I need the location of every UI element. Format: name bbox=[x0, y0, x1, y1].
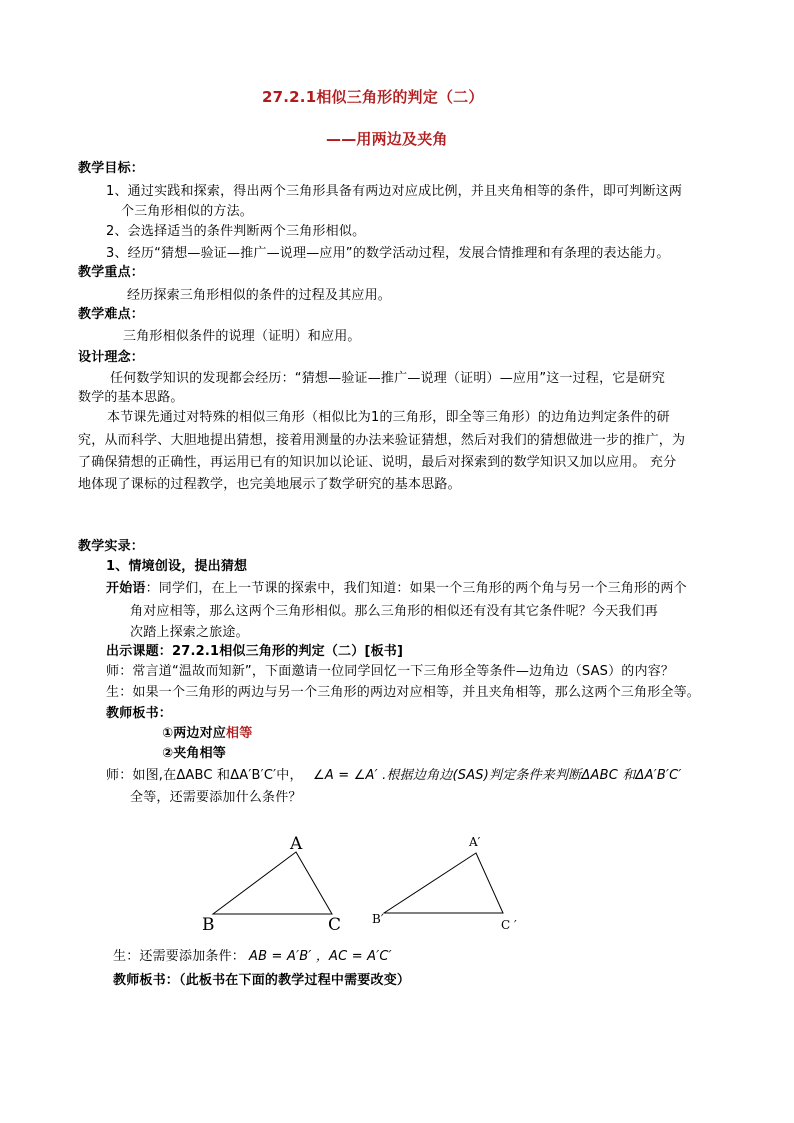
opening-line-2: 角对应相等，那么这两个三角形相似。那么三角形的相似还有没有其它条件呢？今天我们再 bbox=[130, 604, 659, 619]
key-point-heading: 教学重点： bbox=[78, 265, 145, 280]
objective-3: 3、经历“猜想—验证—推广—说理—应用”的数学活动过程，发展合情推理和有条理的表达能力。 bbox=[106, 246, 670, 261]
topic-line: 出示课题：27.2.1相似三角形的判定（二）[板书] bbox=[106, 644, 404, 659]
opening-text: ：同学们，在上一节课的探索中，我们知道：如果一个三角形的两个角与另一个三角形的两个 bbox=[145, 581, 687, 596]
opening-line-3: 次踏上探索之旅途。 bbox=[130, 625, 249, 640]
lesson-title: 27.2.1相似三角形的判定（二） bbox=[262, 88, 484, 106]
design-p2-line-3: 了确保猜想的正确性，再运用已有的知识加以论证、说明，最后对探索到的数学知识又加以应用。 充分 bbox=[78, 455, 677, 470]
label-b-prime: B′ bbox=[372, 912, 384, 926]
student-answer-2-text: 生：还需要添加条件： bbox=[113, 949, 246, 964]
label-c: C bbox=[328, 915, 342, 935]
student-answer-2-formula: AB = A′B′ ，AC = A′C′ bbox=[249, 949, 392, 964]
board-item-1-text: ①两边对应 bbox=[162, 726, 227, 741]
objective-2: 2、会选择适当的条件判断两个三角形相似。 bbox=[106, 224, 366, 239]
design-p2-line-1: 本节课先通过对特殊的相似三角形（相似比为1的三角形，即全等三角形）的边角边判定条件的研 bbox=[107, 410, 670, 425]
teacher-question-1: 师：常言道“温故而知新”，下面邀请一位同学回忆一下三角形全等条件—边角边（SAS）的内容？ bbox=[106, 664, 675, 679]
design-p2-line-2: 究，从而科学、大胆地提出猜想，接着用测量的办法来验证猜想，然后对我们的猜想做进一步的推广，为 bbox=[78, 433, 686, 448]
board-label-2: 教师板书：（此板书在下面的教学过程中需要改变） bbox=[113, 973, 411, 988]
label-c-prime: C ′ bbox=[501, 918, 517, 932]
opening-line-1 bbox=[106, 580, 687, 598]
lesson-subtitle: ——用两边及夹角 bbox=[326, 130, 448, 148]
objective-1-line-2: 个三角形相似的方法。 bbox=[121, 204, 254, 219]
triangle-figure bbox=[0, 826, 794, 946]
board-label: 教师板书： bbox=[106, 706, 173, 721]
triangle-prime-shape bbox=[384, 853, 503, 913]
key-point-text: 经历探索三角形相似的条件的过程及其应用。 bbox=[127, 288, 392, 303]
design-heading: 设计理念： bbox=[78, 350, 145, 365]
design-p1-line-1: 任何数学知识的发现都会经历：“猜想—验证—推广—说理（证明）—应用”这一过程，它是研究 bbox=[110, 371, 666, 386]
opening-label: 开始语 bbox=[106, 581, 146, 596]
teacher-question-2-b: ∠A = ∠A′ .根据边角边(SAS)判定条件来判断ΔABC 和ΔA′B′C′ bbox=[313, 768, 682, 783]
triangle-abc bbox=[202, 834, 341, 935]
difficulty-text: 三角形相似条件的说理（证明）和应用。 bbox=[123, 329, 361, 344]
label-a: A bbox=[290, 834, 303, 854]
difficulty-heading: 教学难点： bbox=[78, 307, 145, 322]
board-item-1-highlight: 相等 bbox=[226, 726, 253, 741]
label-b: B bbox=[202, 915, 215, 935]
teacher-question-2-line-2: 全等，还需要添加什么条件？ bbox=[130, 790, 302, 805]
objectives-heading: 教学目标： bbox=[78, 161, 145, 176]
triangle-a-prime-b-prime-c-prime bbox=[372, 835, 517, 932]
student-answer-2 bbox=[113, 948, 392, 966]
board-item-1 bbox=[162, 725, 252, 743]
design-p2-line-4: 地体现了课标的过程教学，也完美地展示了数学研究的基本思路。 bbox=[78, 477, 461, 492]
board-item-2: ②夹角相等 bbox=[162, 746, 227, 761]
teacher-question-2-a: 师：如图,在ΔABC 和ΔA′B′C′中， bbox=[106, 768, 303, 783]
objective-1-line-1: 1、通过实践和探索，得出两个三角形具备有两边对应成比例，并且夹角相等的条件，即可判断这两 bbox=[106, 184, 683, 199]
design-p1-line-2: 数学的基本思路。 bbox=[78, 390, 184, 405]
record-heading: 教学实录： bbox=[78, 539, 145, 554]
triangle-abc-shape bbox=[213, 852, 332, 914]
section-1-title: 1、情境创设，提出猜想 bbox=[106, 559, 248, 574]
label-a-prime: A′ bbox=[469, 835, 481, 849]
student-answer-1: 生：如果一个三角形的两边与另一个三角形的两边对应相等，并且夹角相等，那么这两个三角形全等。 bbox=[106, 685, 701, 700]
